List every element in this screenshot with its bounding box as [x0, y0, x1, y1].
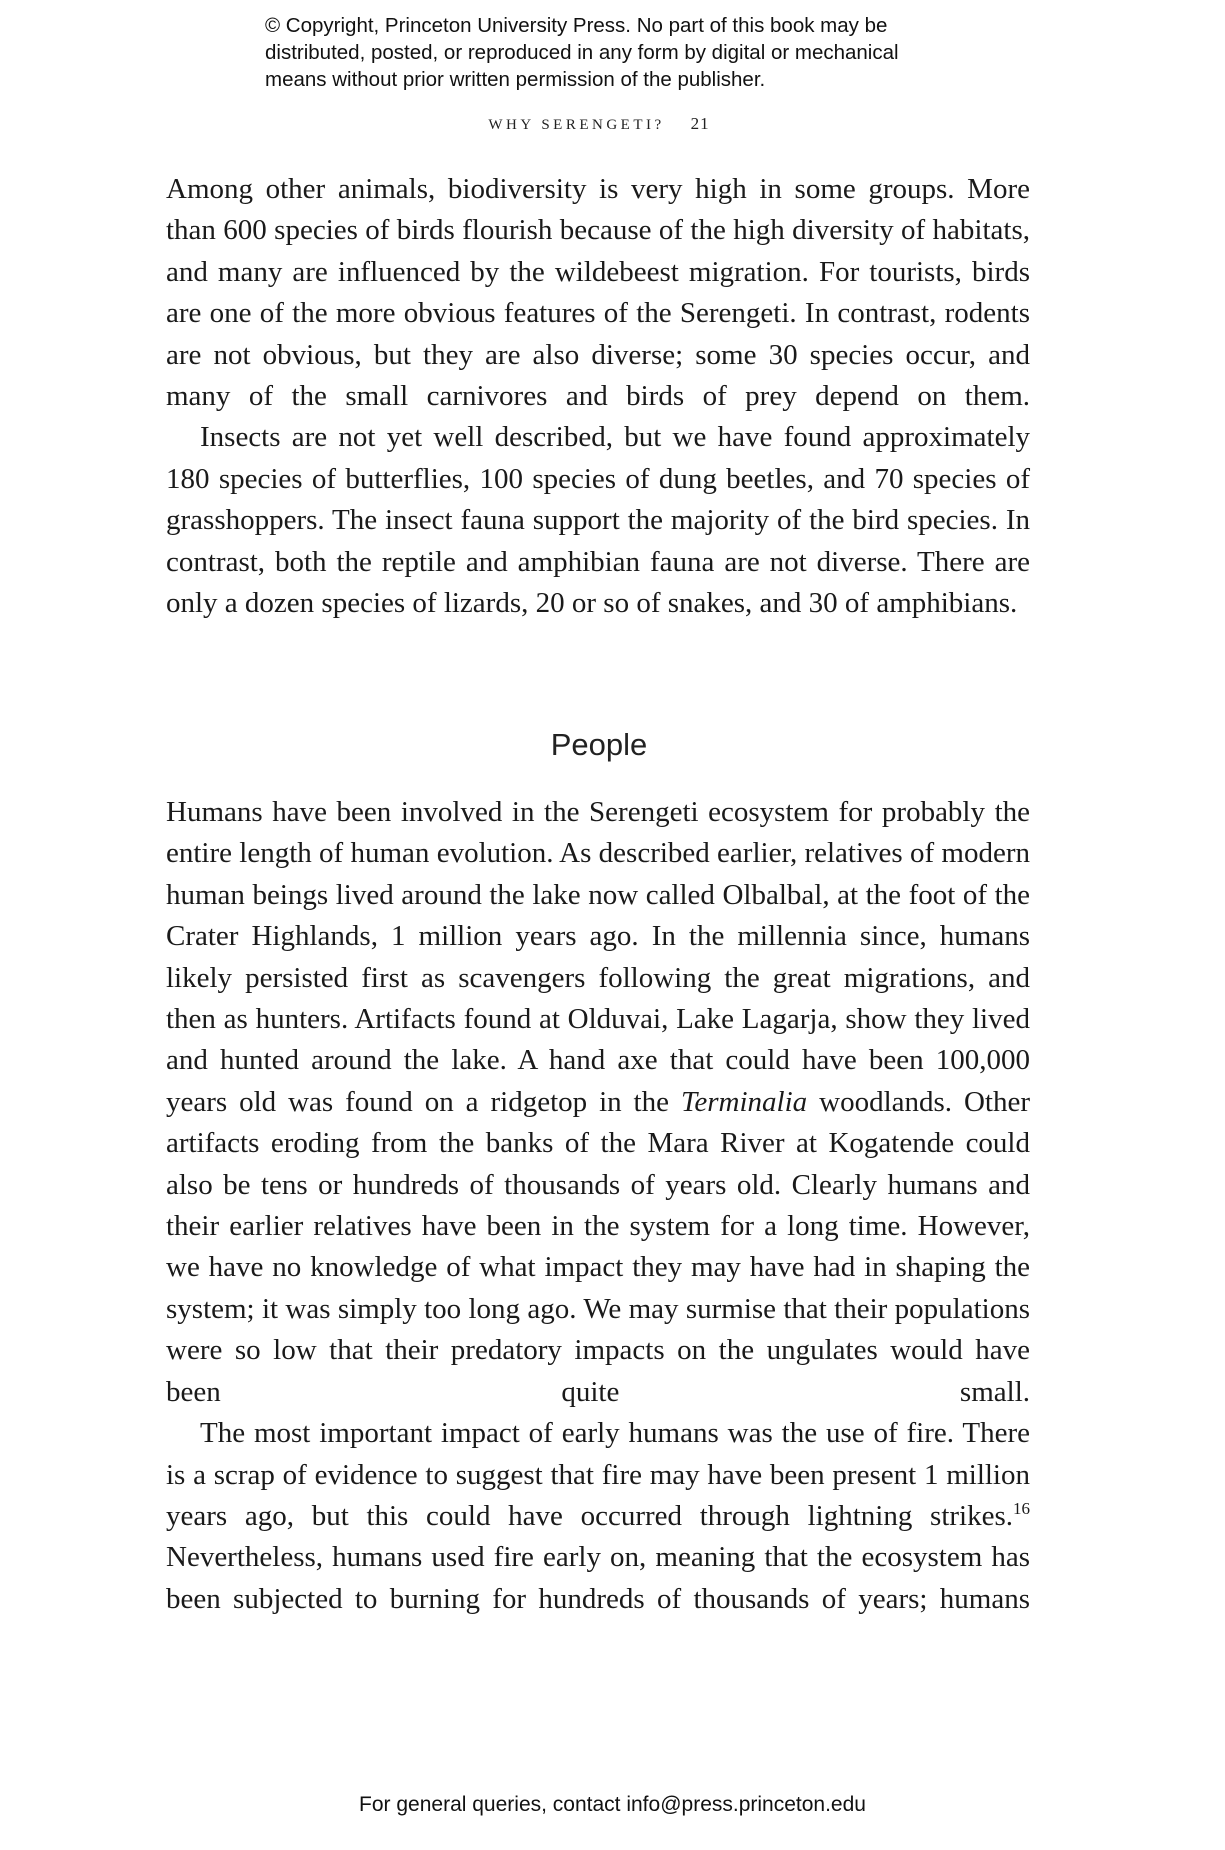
copyright-line: means without prior written permission of the publisher. — [265, 68, 766, 91]
paragraph: Among other animals, biodiversity is very high in some groups. More than 600 species of birds flourish because of the high diversity of habitats, and many are influenced by the wildebeest migration. For tourists, birds are one of the more obvious features of the Serengeti. In contrast, rodents are not obvious, but they are also diverse; some 30 species occur, and many of the small carnivores and birds of prey depend on them. — [166, 173, 1030, 413]
footer-text: For general queries, contact info@press.princeton.edu — [359, 1793, 866, 1816]
paragraph — [166, 1413, 1030, 1620]
running-head — [0, 114, 1198, 134]
text-block-people — [166, 792, 1030, 1620]
paragraph-text: Nevertheless, humans used fire early on, meaning that the ecosystem has been subjected to burning for hundreds of thousands of years; humans — [166, 1541, 1030, 1615]
copyright-line: © Copyright, Princeton University Press. No part of this book may be — [265, 14, 888, 37]
running-head-title: WHY SERENGETI? — [488, 117, 665, 133]
copyright-notice — [265, 12, 985, 93]
copyright-line: distributed, posted, or reproduced in any form by digital or mechanical — [265, 41, 899, 64]
footer — [0, 1793, 1225, 1817]
section-heading: People — [550, 727, 648, 762]
footnote-reference[interactable]: 16 — [1013, 1498, 1030, 1518]
text-block-before-heading — [166, 169, 1030, 624]
paragraph-text: Humans have been involved in the Serengeti ecosystem for probably the entire length of human evolution. As described earlier, relatives of modern human beings lived around the lake now called Olbalbal, at the foot of the Crater Highlands, 1 million years ago. In the millennia since, humans likely persisted first as scavengers following the great migrations, and then as hunters. Artifacts found at Olduvai, Lake Lagarja, show they lived and hunted around the lake. A hand axe that could have been 100,000 years old was found on a ridgetop in the — [166, 796, 1030, 1118]
paragraph: Insects are not yet well described, but we have found approximately 180 species of butterflies, 100 species of dung beetles, and 70 species of grasshoppers. The insect fauna support the majority of the bird species. In contrast, both the reptile and amphibian fauna are not diverse. There are only a dozen species of lizards, 20 or so of snakes, and 30 of amphibians. — [166, 421, 1030, 620]
paragraph-text: The most important impact of early humans was the use of fire. There is a scrap of evidence to suggest that fire may have been present 1 million years ago, but this could have occurred through lightning strikes. — [166, 1417, 1030, 1532]
paragraph — [166, 792, 1030, 1413]
italic-term: Terminalia — [680, 1085, 808, 1118]
paragraph-text: woodlands. Other artifacts eroding from the banks of the Mara River at Kogatende could also be tens or hundreds of thousands of years old. Clearly humans and their earlier relatives have been in the system for a long time. However, we have no knowledge of what impact they may have had in shaping the system; it was simply too long ago. We may surmise that their populations were so low that their predatory impacts on the ungulates would have been quite small. — [166, 1085, 1030, 1408]
page-number: 21 — [690, 114, 710, 133]
